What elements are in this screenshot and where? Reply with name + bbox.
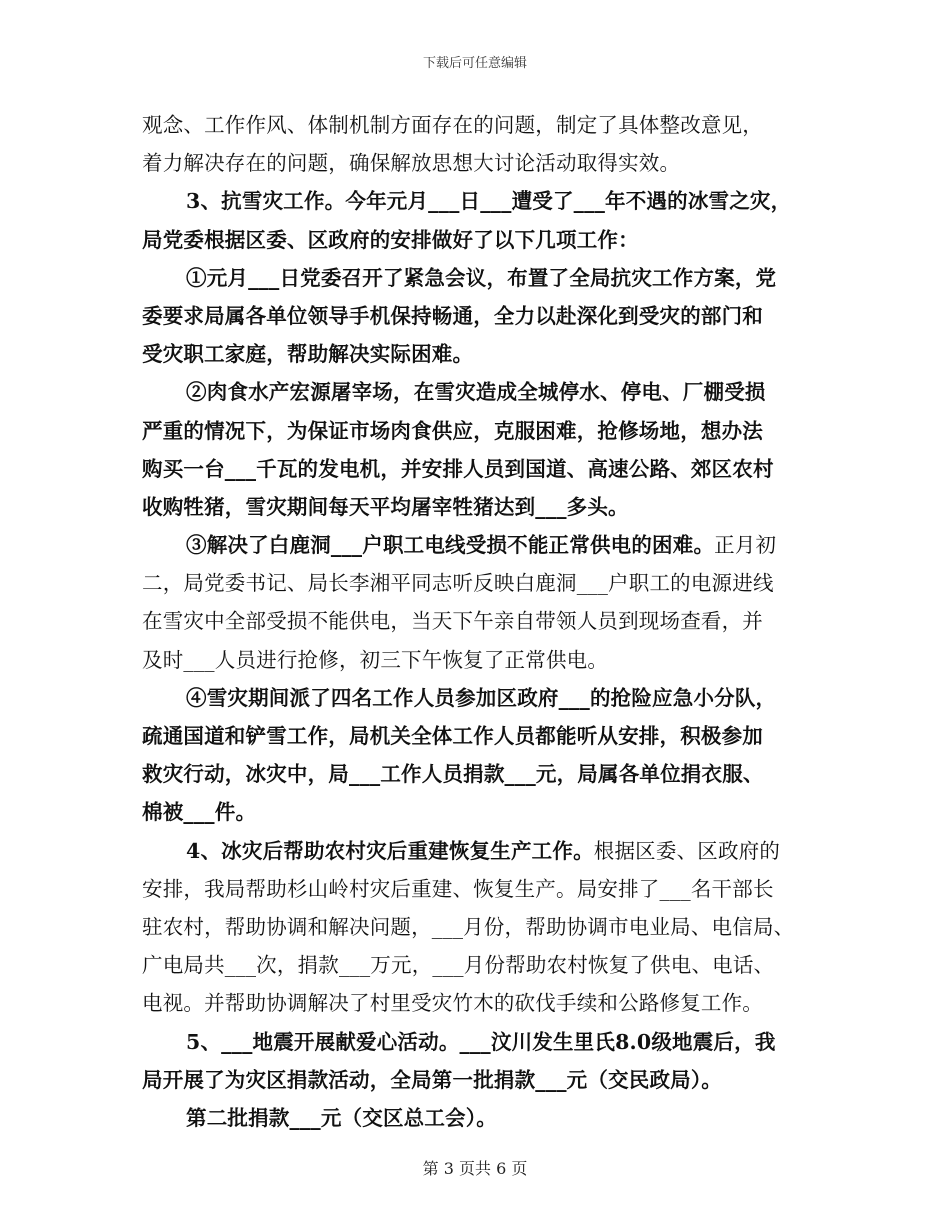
text-line [142,412,812,450]
text-segment: 局开展了为灾区捐款活动，全局第一批捐款___元（交民政局）。 [142,1067,722,1092]
text-segment: 救灾行动，冰灾中，局___工作人员捐款___元，局属各单位捐衣服、 [142,762,764,787]
page-footer: 第 3 页共 6 页 [422,1159,528,1178]
text-line [142,946,812,984]
text-segment: 5、___地震开展献爱心活动。___汶川发生里氏8.0级地震后，我 [186,1029,776,1054]
text-segment: 疏通国道和铲雪工作，局机关全体工作人员都能听从安排，积极参加 [142,724,763,748]
text-line [142,144,812,182]
text-segment: 受灾职工家庭，帮助解决实际困难。 [142,342,474,367]
text-line [142,870,812,908]
text-line [142,259,812,297]
text-line [142,450,812,488]
text-segment: 电视。并帮助协调解决了村里受灾竹木的砍伐手续和公路修复工作。 [142,991,763,1016]
text-segment: 观念、工作作风、体制机制方面存在的问题，制定了具体整改意见， [142,113,763,137]
text-line [142,335,812,373]
text-segment: 及时___人员进行抢修，初三下午恢复了正常供电。 [142,647,609,672]
text-line [142,526,812,564]
text-segment: 局党委根据区委、区政府的安排做好了以下几项工作： [142,227,639,252]
text-segment: 棉被___件。 [142,800,257,825]
text-segment: 广电局共___次，捐款___万元，___月份帮助农村恢复了供电、电话、 [142,953,775,978]
text-line [142,717,812,755]
text-segment: 着力解决存在的问题，确保解放思想大讨论活动取得实效。 [142,151,681,176]
text-line [142,984,812,1022]
text-segment: ②肉食水产宏源屠宰场，在雪灾造成全城停水、停电、厂棚受损 [186,380,766,405]
text-segment: 安排，我局帮助杉山岭村灾后重建、恢复生产。局安排了___名干部长 [142,876,774,901]
text-line [142,793,812,831]
text-segment: 4、冰灾后帮助农村灾后重建恢复生产工作。 [186,838,594,863]
text-segment: 3、抗雪灾工作。今年元月___日___遭受了___年不遇的冰雪之灾， [186,189,792,214]
text-segment: 在雪灾中全部受损不能供电，当天下午亲自带领人员到现场查看，并 [142,609,763,634]
text-line [142,182,812,220]
text-line [142,1023,812,1061]
document-body [142,106,812,1137]
text-line [142,832,812,870]
text-line [142,908,812,946]
text-segment: ①元月___日党委召开了紧急会议，布置了全局抗灾工作方案，党 [186,265,777,290]
text-line [142,221,812,259]
text-segment: ③解决了白鹿洞___户职工电线受损不能正常供电的困难。 [186,533,715,558]
text-segment: 二，局党委书记、局长李湘平同志听反映白鹿洞___户职工的电源进线 [142,571,774,596]
text-line [142,1061,812,1099]
text-line [142,297,812,335]
text-line [142,602,812,640]
text-segment: ④雪灾期间派了四名工作人员参加区政府___的抢险应急小分队， [186,685,777,710]
text-line [142,1099,812,1137]
text-segment: 购买一台___千瓦的发电机，并安排人员到国道、高速公路、郊区农村 [142,456,774,481]
text-segment: 第二批捐款___元（交区总工会）。 [186,1105,497,1130]
text-line [142,488,812,526]
text-line [142,373,812,411]
page-header: 下载后可任意编辑 [422,56,527,71]
text-segment: 收购牲猪，雪灾期间每天平均屠宰牲猪达到___多头。 [142,494,629,519]
text-line [142,755,812,793]
text-segment: 根据区委、区政府的 [593,838,781,863]
text-line [142,679,812,717]
text-segment: 正月初 [714,533,777,558]
text-line [142,641,812,679]
text-segment: 委要求局属各单位领导手机保持畅通，全力以赴深化到受灾的部门和 [142,303,763,328]
text-line [142,564,812,602]
text-line [142,106,812,144]
text-segment: 严重的情况下，为保证市场肉食供应，克服困难，抢修场地，想办法 [142,418,763,443]
text-segment: 驻农村，帮助协调和解决问题，___月份，帮助协调市电业局、电信局、 [142,914,795,939]
